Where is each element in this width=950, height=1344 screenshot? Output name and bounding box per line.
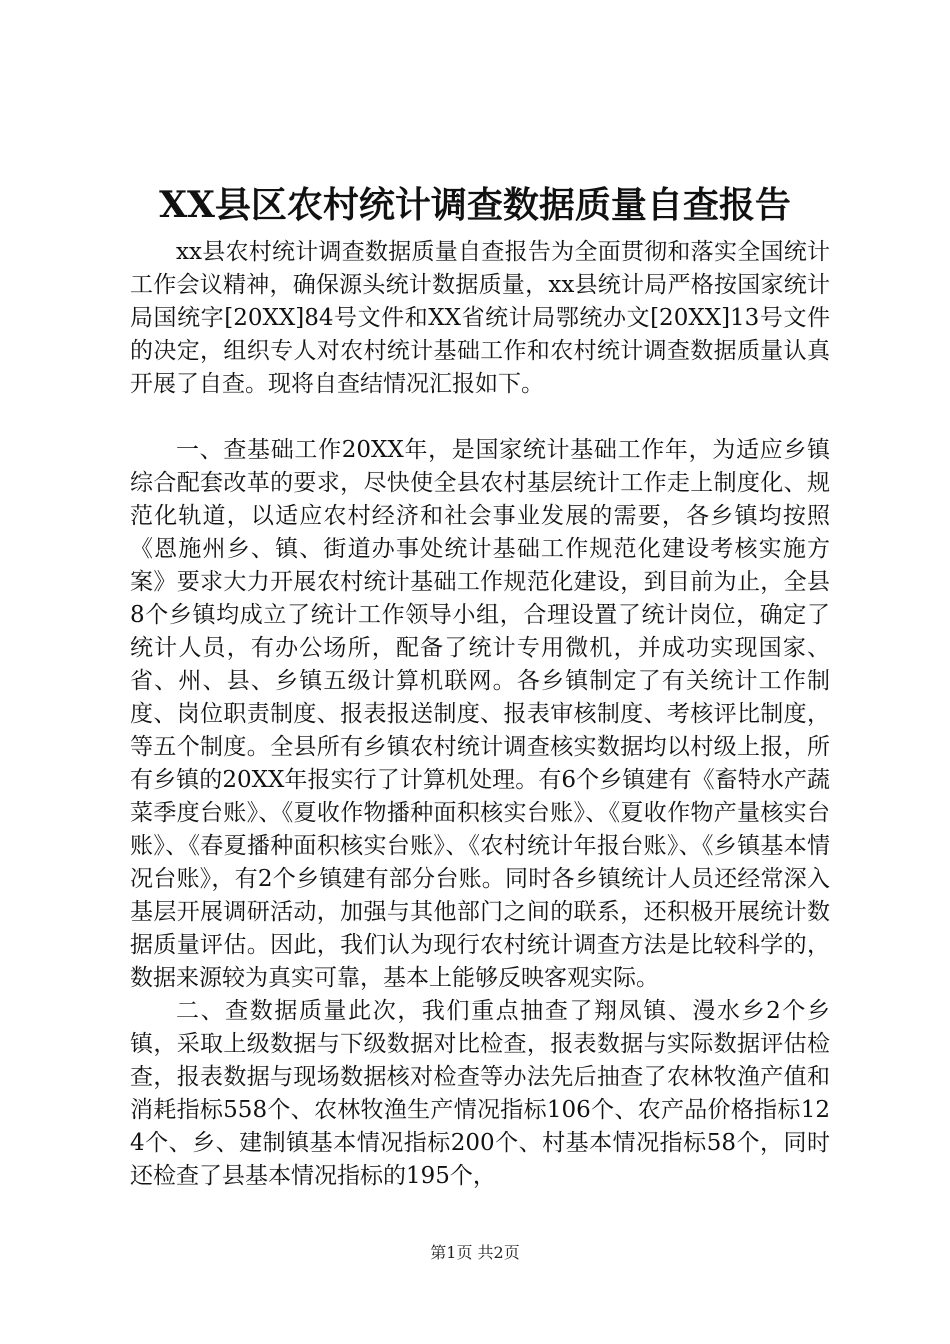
paragraph-section-one: 一、查基础工作20XX年，是国家统计基础工作年，为适应乡镇综合配套改革的要求，尽快使全县农村基层统计工作走上制度化、规范化轨道，以适应农村经济和社会事业发展的需要，各乡镇均按照《恩施州乡、镇、街道办事处统计基础工作规范化建设考核实施方案》要求大力开展农村统计基础工作规范化建设，到目前为止，全县8个乡镇均成立了统计工作领导小组，合理设置了统计岗位，确定了统计人员，有办公场所，配备了统计专用微机，并成功实现国家、省、州、县、乡镇五级计算机联网。各乡镇制定了有关统计工作制度、岗位职责制度、报表报送制度、报表审核制度、考核评比制度，等五个制度。全县所有乡镇农村统计调查核实数据均以村级上报，所有乡镇的20XX年报实行了计算机处理。有6个乡镇建有《畜特水产蔬菜季度台账》、《夏收作物播种面积核实台账》、《夏收作物产量核实台账》、《春夏播种面积核实台账》、《农村统计年报台账》、《乡镇基本情况台账》，有2个乡镇建有部分台账。同时各乡镇统计人员还经常深入基层开展调研活动，加强与其他部门之间的联系，还积极开展统计数据质量评估。因此，我们认为现行农村统计调查方法是比较科学的，数据来源较为真实可靠，基本上能够反映客观实际。: [130, 437, 830, 991]
paragraph-spacer: [130, 401, 830, 434]
paragraph-section-two: 二、查数据质量此次，我们重点抽查了翔凤镇、漫水乡2个乡镇，采取上级数据与下级数据对比检查，报表数据与实际数据评估检查，报表数据与现场数据核对检查等办法先后抽查了农林牧渔产值和消耗指标558个、农林牧渔生产情况指标106个、农产品价格指标124个、乡、建制镇基本情况指标200个、村基本情况指标58个，同时还检查了县基本情况指标的195个，: [130, 998, 830, 1189]
document-title: XX县区农村统计调查数据质量自查报告: [159, 184, 791, 226]
page-number-footer: 第1页 共2页: [430, 1243, 520, 1262]
document-body: [130, 236, 830, 1193]
paragraph-intro: xx县农村统计调查数据质量自查报告为全面贯彻和落实全国统计工作会议精神，确保源头统计数据质量，xx县统计局严格按国家统计局国统字[20XX]84号文件和XX省统计局鄂统办文[20XX]13号文件的决定，组织专人对农村统计基础工作和农村统计调查数据质量认真开展了自查。现将自查结情况汇报如下。: [130, 239, 830, 397]
